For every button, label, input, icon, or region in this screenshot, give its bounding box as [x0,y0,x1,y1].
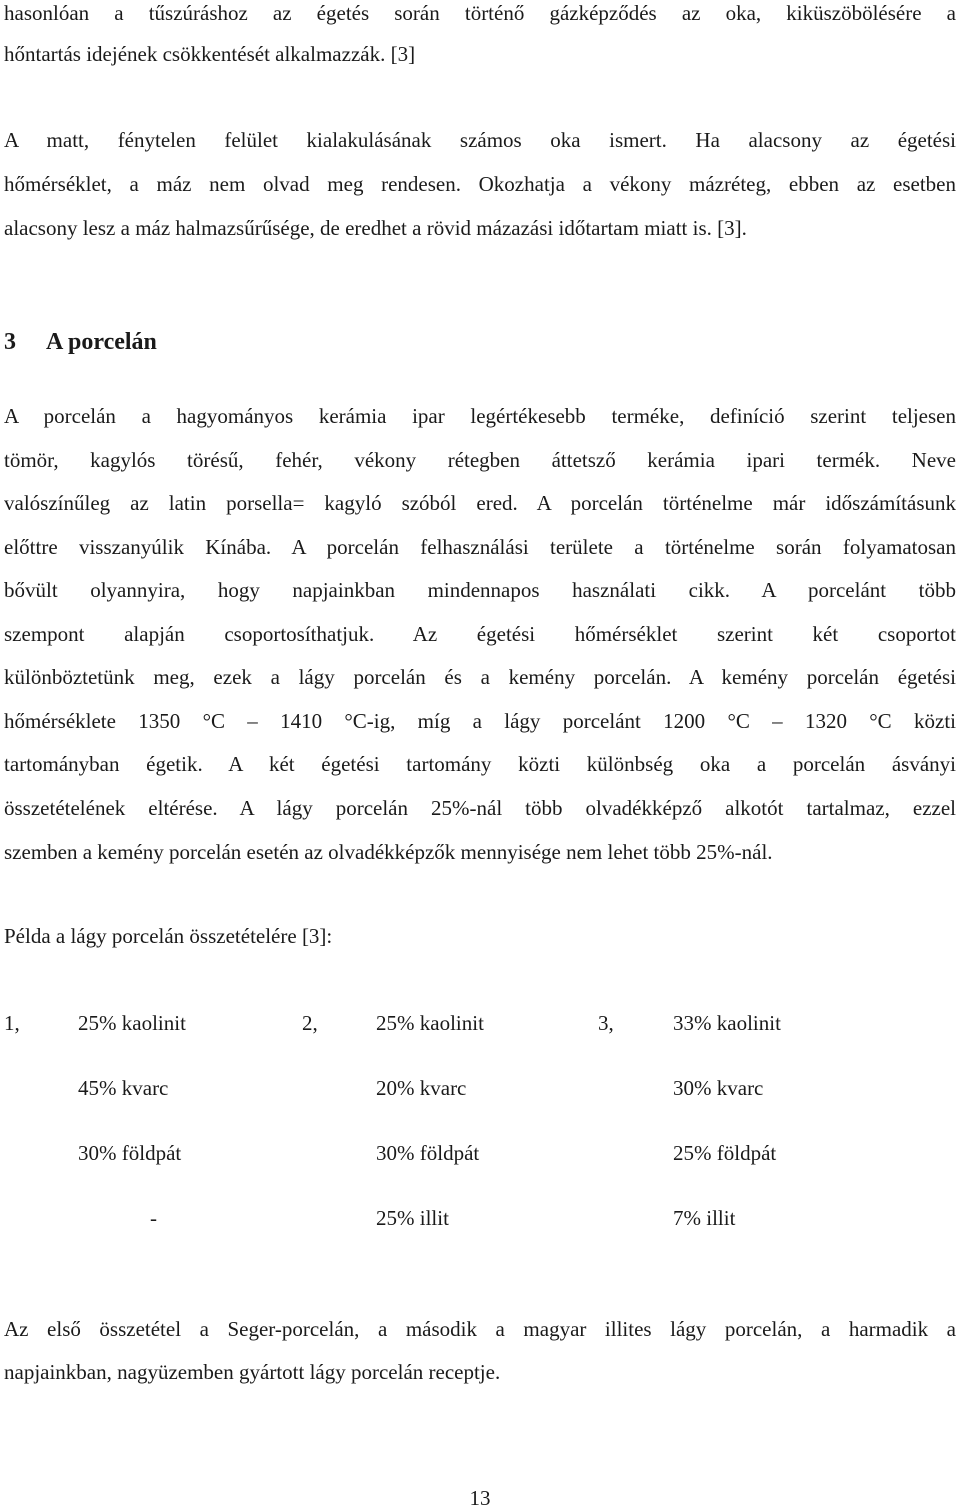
recipe-label: 2, [302,1011,318,1035]
text-line: A porcelán a hagyományos kerámia ipar legértékesebb terméke, definíció szerint teljesen [4,404,956,428]
text-line: Az első összetétel a Seger-porcelán, a második a magyar illites lágy porcelán, a harmadik a [4,1317,956,1341]
recipe-item: 25% illit [376,1206,449,1230]
text-line: tömör, kagylós törésű, fehér, vékony rétegben áttetsző kerámia ipari termék. Neve [4,448,956,472]
section-heading [4,326,157,358]
recipe-item: 25% földpát [673,1141,777,1165]
recipe-item: 7% illit [673,1206,736,1230]
recipe-item: 30% földpát [376,1141,480,1165]
text-line: szemben a kemény porcelán esetén az olvadékképzők mennyisége nem lehet több 25%-nál. [4,840,773,864]
text-line: szempont alapján csoportosíthatjuk. Az égetési hőmérséklet szerint két csoportot [4,622,956,646]
recipe-label: 3, [598,1011,614,1035]
text-line: A matt, fénytelen felület kialakulásának számos oka ismert. Ha alacsony az égetési [4,128,956,152]
text-line: napjainkban, nagyüzemben gyártott lágy porcelán receptje. [4,1360,501,1384]
page-number: 13 [469,1486,491,1510]
text-line: hőmérséklete 1350 °C – 1410 °C-ig, míg a lágy porcelánt 1200 °C – 1320 °C közti [4,709,956,733]
text-line: tartományban égetik. A két égetési tartomány közti különbség oka a porcelán ásványi [4,752,956,776]
text-line: valószínűleg az latin porsella= kagyló szóból ered. A porcelán történelme már időszámításunk [4,491,956,515]
recipe-item: 30% kvarc [673,1076,764,1100]
recipe-item: 45% kvarc [78,1076,169,1100]
recipe-item: - [150,1206,157,1230]
recipe-item: 25% kaolinit [376,1011,484,1035]
text-line: előttre visszanyúlik Kínába. A porcelán felhasználási területe a történelme során folyamatosan [4,535,956,559]
text-line: hőmérséklet, a máz nem olvad meg rendesen. Okozhatja a vékony mázréteg, ebben az esetben [4,172,956,196]
section-number: 3 [4,329,16,355]
recipe-item: 33% kaolinit [673,1011,781,1035]
recipe-item: 25% kaolinit [78,1011,186,1035]
recipe-item: 30% földpát [78,1141,182,1165]
text-line: különböztetünk meg, ezek a lágy porcelán és a kemény porcelán. A kemény porcelán égetési [4,665,956,689]
text-line: alacsony lesz a máz halmazsűrűsége, de eredhet a rövid mázazási időtartam miatt is. [3]. [4,216,747,240]
example-heading: Példa a lágy porcelán összetételére [3]: [4,924,333,948]
text-line: bővült olyannyira, hogy napjainkban mindennapos használati cikk. A porcelánt több [4,578,956,602]
section-title: A porcelán [46,329,157,355]
recipe-item: 20% kvarc [376,1076,467,1100]
text-line: hőntartás idejének csökkentését alkalmazzák. [3] [4,42,416,66]
text-line: összetételének eltérése. A lágy porcelán 25%-nál több olvadékképző alkotót tartalmaz, ezzel [4,796,956,820]
recipe-label: 1, [4,1011,20,1035]
text-line: hasonlóan a tűszúráshoz az égetés során történő gázképződés az oka, kiküszöbölésére a [4,1,956,25]
